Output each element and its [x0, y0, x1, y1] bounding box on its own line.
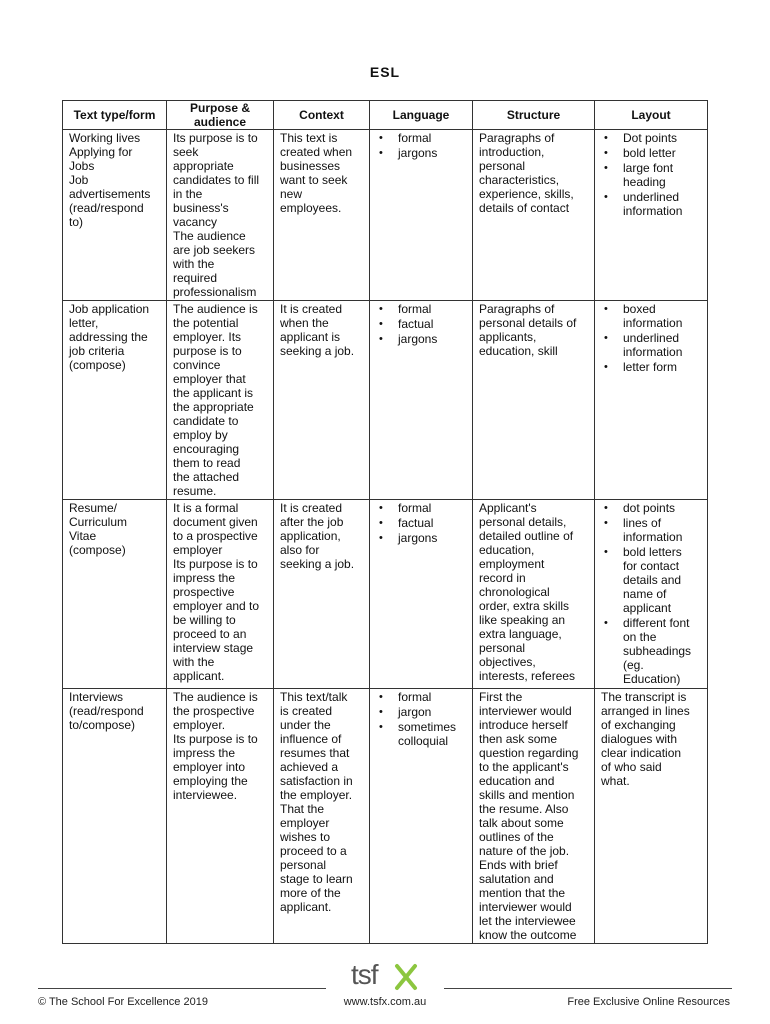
- footer-website-link[interactable]: www.tsfx.com.au: [343, 996, 427, 1008]
- cell-language: [370, 130, 473, 301]
- cell-text-type: Resume/ Curriculum Vitae (compose): [63, 500, 167, 689]
- list-item: • jargon: [376, 705, 468, 719]
- cell-purpose: Its purpose is to seek appropriate candidates to fill in the business's vacancy The audience are job seekers with the required professionalism: [167, 130, 274, 301]
- list-item: • dot points: [601, 501, 703, 515]
- tsfx-logo: [0, 958, 770, 997]
- table-row: [63, 301, 708, 500]
- esl-table: [62, 100, 708, 944]
- cell-structure: First the interviewer would introduce herself then ask some question regarding to the applicant's education and skills and mention the resume. Also talk about some outlines of the nature of the job. Ends with brief salutation and mention that the interviewer would let the interviewee know the outcome: [473, 689, 595, 944]
- cell-text-type: Interviews (read/respond to/compose): [63, 689, 167, 944]
- header-structure: Structure: [473, 101, 595, 130]
- cell-purpose: It is a formal document given to a prospective employer Its purpose is to impress the prospective employer and to be willing to proceed to an interview stage with the applicant.: [167, 500, 274, 689]
- list-item: • jargons: [376, 531, 468, 545]
- list-item: • underlined information: [601, 190, 703, 218]
- cell-structure: Paragraphs of personal details of applicants, education, skill: [473, 301, 595, 500]
- list-item: • formal: [376, 501, 468, 515]
- list-item: • formal: [376, 690, 468, 704]
- list-item: • boxed information: [601, 302, 703, 330]
- cell-purpose: The audience is the potential employer. Its purpose is to convince employer that the applicant is the appropriate candidate to employ by encouraging them to read the attached resume.: [167, 301, 274, 500]
- cell-context: This text/talk is created under the influence of resumes that achieved a satisfaction in the employer. That the employer wishes to proceed to a personal stage to learn more of the applicant.: [274, 689, 370, 944]
- table-row: [63, 130, 708, 301]
- list-item: • lines of information: [601, 516, 703, 544]
- logo-text: tsf: [351, 959, 378, 990]
- list-item: • large font heading: [601, 161, 703, 189]
- cell-layout: [595, 301, 708, 500]
- list-item: • jargons: [376, 332, 468, 346]
- cell-context: It is created when the applicant is seeking a job.: [274, 301, 370, 500]
- list-item: • bold letters for contact details and name of applicant: [601, 545, 703, 615]
- footer-tagline: Free Exclusive Online Resources: [567, 996, 730, 1008]
- cell-language: [370, 301, 473, 500]
- header-language: Language: [370, 101, 473, 130]
- list-item: • Dot points: [601, 131, 703, 145]
- list-item: • factual: [376, 516, 468, 530]
- cell-structure: Applicant's personal details, detailed outline of education, employment record in chronological order, extra skills like speaking an extra language, personal objectives, interests, referees: [473, 500, 595, 689]
- table-row: [63, 500, 708, 689]
- table-row: [63, 689, 708, 944]
- logo-x-mark: [397, 966, 415, 988]
- list-item: • underlined information: [601, 331, 703, 359]
- cell-language: [370, 500, 473, 689]
- list-item: • sometimes colloquial: [376, 720, 468, 748]
- list-item: • formal: [376, 131, 468, 145]
- cell-layout: The transcript is arranged in lines of exchanging dialogues with clear indication of who said what.: [595, 689, 708, 944]
- header-layout: Layout: [595, 101, 708, 130]
- cell-context: This text is created when businesses want to seek new employees.: [274, 130, 370, 301]
- cell-layout: [595, 500, 708, 689]
- list-item: • jargons: [376, 146, 468, 160]
- table-header-row: [63, 101, 708, 130]
- cell-context: It is created after the job application, also for seeking a job.: [274, 500, 370, 689]
- page-title: ESL: [369, 64, 401, 80]
- list-item: • bold letter: [601, 146, 703, 160]
- footer-copyright: © The School For Excellence 2019: [38, 996, 208, 1008]
- cell-text-type: Job application letter, addressing the job criteria (compose): [63, 301, 167, 500]
- cell-purpose: The audience is the prospective employer. Its purpose is to impress the employer into employing the interviewee.: [167, 689, 274, 944]
- list-item: • factual: [376, 317, 468, 331]
- tsfx-logo-mark: [349, 958, 421, 992]
- cell-text-type: Working lives Applying for Jobs Job advertisements (read/respond to): [63, 130, 167, 301]
- header-text-type: Text type/form: [63, 101, 167, 130]
- list-item: • formal: [376, 302, 468, 316]
- header-purpose: Purpose & audience: [167, 101, 274, 130]
- list-item: • letter form: [601, 360, 703, 374]
- list-item: • different font on the subheadings (eg. Education): [601, 616, 703, 686]
- cell-language: [370, 689, 473, 944]
- cell-layout: [595, 130, 708, 301]
- cell-structure: Paragraphs of introduction, personal characteristics, experience, skills, details of contact: [473, 130, 595, 301]
- header-context: Context: [274, 101, 370, 130]
